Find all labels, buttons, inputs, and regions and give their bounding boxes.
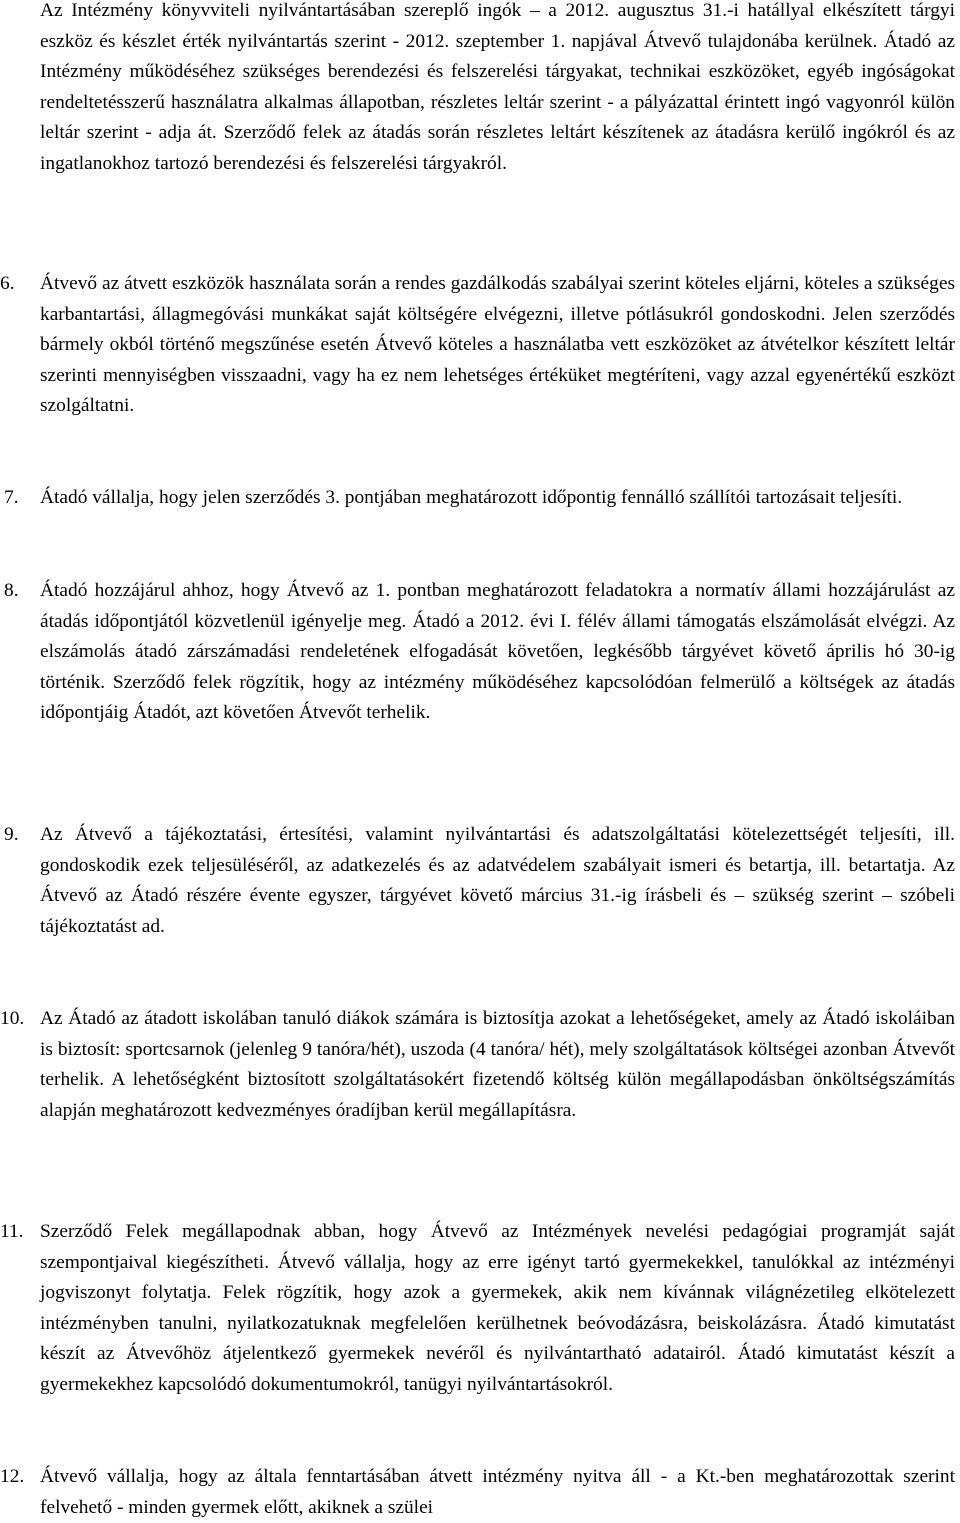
- item-number: 6.: [0, 273, 15, 294]
- item-number: 10.: [0, 1008, 25, 1029]
- item-text: Átadó vállalja, hogy jelen szerződés 3. pontjában meghatározott időpontig fennálló szállítói tartozásait teljesíti.: [40, 487, 903, 508]
- list-item-9: [0, 820, 955, 942]
- list-item-7: [0, 483, 955, 514]
- item-number: 8.: [4, 580, 19, 601]
- list-item-6: [0, 269, 955, 422]
- list-item-12: [0, 1462, 955, 1523]
- list-item-11: [0, 1217, 955, 1401]
- item-text: Átadó hozzájárul ahhoz, hogy Átvevő az 1. pontban meghatározott feladatokra a normatív állami hozzájárulást az átadás időpontjától közvetlenül igényelje meg. Átadó a 2012. évi I. félév állami támogatás elszámolását elvégzi. Az elszámolás átadó zárszámadási rendeletének elfogadását követően, legkésőbb tárgyévet követő április hó 30-ig történik. Szerződő felek rögzítik, hogy az intézmény működéséhez kapcsolódóan felmerülő a költségek az átadás időpontjáig Átadót, azt követően Átvevőt terhelik.: [40, 580, 955, 724]
- item-number: 9.: [4, 824, 19, 845]
- list-item-10: [0, 1004, 955, 1126]
- item-number: 12.: [0, 1466, 25, 1487]
- item-number: 7.: [4, 487, 19, 508]
- list-item-8: [0, 576, 955, 729]
- item-text: Az Átvevő a tájékoztatási, értesítési, valamint nyilvántartási és adatszolgáltatási kötelezettségét teljesíti, ill. gondoskodik ezek teljesüléséről, az adatkezelés és az adatvédelem szabályait ismeri és betartja, ill. betartatja. Az Átvevő az Átadó részére évente egyszer, tárgyévet követő március 31.-ig írásbeli és – szükség szerint – szóbeli tájékoztatást ad.: [40, 824, 955, 937]
- intro-paragraph: Az Intézmény könyvviteli nyilvántartásában szereplő ingók – a 2012. augusztus 31.-i hatállyal elkészített tárgyi eszköz és készlet érték nyilvántartás szerint - 2012. szeptember 1. napjával Átvevő tulajdonába kerülnek. Átadó az Intézmény működéséhez szükséges berendezési és felszerelési tárgyakat, technikai eszközöket, egyéb ingóságokat rendeltetésszerű használatra alkalmas állapotban, részletes leltár szerint - a pályázattal érintett ingó vagyonról külön leltár szerint - adja át. Szerződő felek az átadás során részletes leltárt készítenek az átadásra kerülő ingókról és az ingatlanokhoz tartozó berendezési és felszerelési tárgyakról.: [40, 0, 955, 174]
- item-text: Szerződő Felek megállapodnak abban, hogy Átvevő az Intézmények nevelési pedagógiai programját saját szempontjaival kiegészítheti. Átvevő vállalja, hogy az erre igényt tartó gyermekekkel, tanulókkal az intézményi jogviszonyt folytatja. Felek rögzítik, hogy azok a gyermekek, akik nem kívánnak világnézetileg elkötelezett intézményben tanulni, nyilatkozatuknak megfelelően kerülhetnek beóvodázásra, beiskolázásra. Átadó kimutatást készít az Átvevőhöz átjelentkező gyermekek nevéről és nyilvántartható adatairól. Átadó kimutatást készít a gyermekekhez kapcsolódó dokumentumokról, tanügyi nyilvántartásokról.: [40, 1221, 955, 1395]
- item-text: Átvevő az átvett eszközök használata során a rendes gazdálkodás szabályai szerint köteles eljárni, köteles a szükséges karbantartási, állagmegóvási munkákat saját költségére elvégezni, illetve pótlásukról gondoskodni. Jelen szerződés bármely okból történő megszűnése esetén Átvevő köteles a használatba vett eszközöket az átvételkor készített leltár szerinti mennyiségben visszaadni, vagy ha ez nem lehetséges értéküket megtéríteni, vagy azzal egyenértékű eszközt szolgáltatni.: [40, 273, 955, 417]
- item-number: 11.: [0, 1221, 24, 1242]
- item-text: Az Átadó az átadott iskolában tanuló diákok számára is biztosítja azokat a lehetőségeket, amely az Átadó iskoláiban is biztosít: sportcsarnok (jelenleg 9 tanóra/hét), uszoda (4 tanóra/ hét), mely szolgáltatások költségei azonban Átvevőt terhelik. A lehetőségként biztosított szolgáltatásokért fizetendő költség külön megállapodásban önköltségszámítás alapján meghatározott kedvezményes óradíjban kerül megállapításra.: [40, 1008, 955, 1121]
- item-text: Átvevő vállalja, hogy az általa fenntartásában átvett intézmény nyitva áll - a Kt.-ben meghatározottak szerint felvehető - minden gyermek előtt, akiknek a szülei: [40, 1466, 955, 1518]
